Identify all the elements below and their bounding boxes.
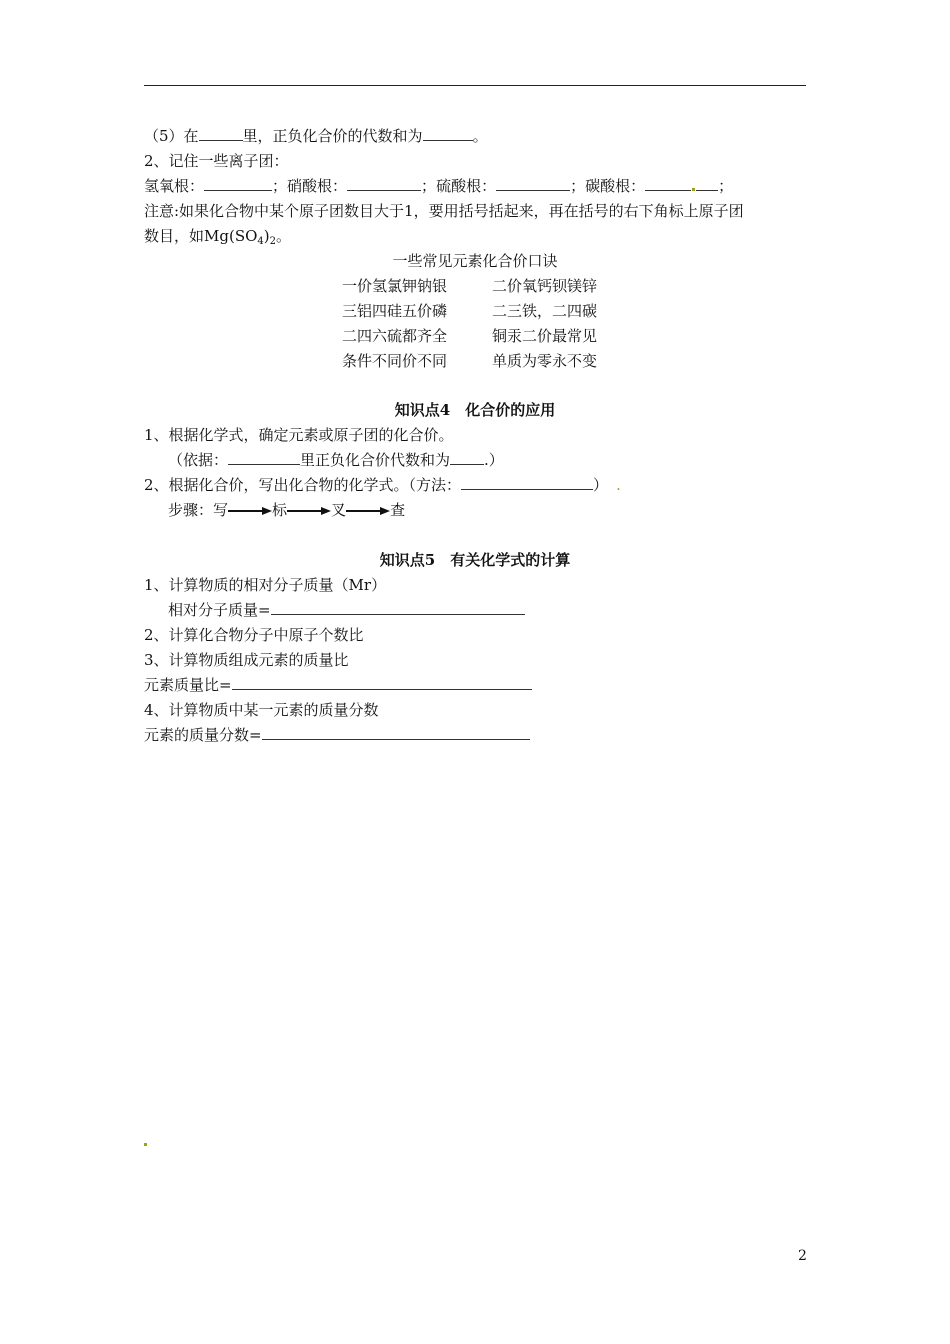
kp4-steps: 步骤：写 标 叉 查: [168, 501, 406, 519]
blank-field[interactable]: [199, 126, 243, 141]
ion-label: 硝酸根：: [287, 177, 348, 195]
item2-title: 2、记住一些离子团：: [144, 152, 289, 170]
ion-label: 氢氧根：: [144, 177, 205, 195]
note-line-1: 注意:如果化合物中某个原子团数目大于1，要用括号括起来，再在括号的右下角标上原子团: [144, 202, 744, 220]
kp5-item2: 2、计算化合物分子中原子个数比: [144, 626, 364, 644]
blank-field[interactable]: [204, 176, 272, 191]
ions-line: 氢氧根： ；硝酸根： ；硫酸根： ；碳酸根： ；: [144, 177, 734, 195]
note-line-2: 数目，如$Mg(SO_4)_2$。: [144, 227, 292, 247]
blank-field[interactable]: [423, 126, 473, 141]
page-number: 2: [798, 1248, 807, 1264]
rhyme-left-2: 三铝四硅五价磷: [342, 302, 448, 320]
blank-field[interactable]: [262, 725, 530, 740]
blank-field[interactable]: [347, 176, 421, 191]
rhyme-left-3: 二四六硫都齐全: [342, 327, 448, 345]
arrow-icon: [287, 507, 331, 515]
ion-label: 碳酸根：: [585, 177, 646, 195]
kp5-item3: 3、计算物质组成元素的质量比: [144, 651, 349, 669]
kp5-heading: 知识点5 有关化学式的计算: [379, 551, 571, 569]
step-cross: 叉: [331, 501, 347, 519]
kp5-ratio-line: 元素质量比=: [144, 675, 532, 695]
kp5-item4: 4、计算物质中某一元素的质量分数: [144, 701, 379, 719]
step-write: 写: [213, 501, 229, 519]
rhyme-title: 一些常见元素化合价口诀: [392, 252, 558, 270]
blank-field[interactable]: [232, 675, 532, 690]
rhyme-right-2: 二三铁，二四碳: [492, 302, 598, 320]
ion-label: 硫酸根：: [436, 177, 497, 195]
kp4-heading: 知识点4 化合价的应用: [394, 401, 556, 419]
kp4-basis-line: （依据： 里正负化合价代数和为 .）: [168, 451, 504, 469]
step-check: 查: [390, 501, 406, 519]
kp4-item2: 2、根据化合价，写出化合物的化学式。（方法： ） .: [144, 476, 621, 494]
blank-field[interactable]: [645, 176, 691, 191]
mark-dot: [144, 1143, 147, 1146]
rhyme-left-1: 一价氢氯钾钠银: [342, 277, 448, 295]
blank-field[interactable]: [696, 176, 718, 191]
rhyme-right-4: 单质为零永不变: [492, 352, 598, 370]
header-rule: [144, 85, 806, 86]
rhyme-right-3: 铜汞二价最常见: [492, 327, 598, 345]
mark-dot: [692, 188, 695, 191]
rhyme-left-4: 条件不同价不同: [342, 352, 448, 370]
item5-line: （5）在 里，正负化合价的代数和为 。: [144, 127, 488, 145]
kp5-mr-line: 相对分子质量=: [168, 600, 525, 620]
step-mark: 标: [272, 501, 288, 519]
rhyme-right-1: 二价氧钙钡镁锌: [492, 277, 598, 295]
kp5-item1: 1、计算物质的相对分子质量（Mr）: [144, 576, 387, 594]
blank-field[interactable]: [496, 176, 570, 191]
arrow-icon: [346, 507, 390, 515]
arrow-icon: [228, 507, 272, 515]
blank-field[interactable]: [461, 475, 593, 490]
blank-field[interactable]: [450, 450, 484, 465]
blank-field[interactable]: [228, 450, 300, 465]
kp4-item1: 1、根据化学式，确定元素或原子团的化合价。: [144, 426, 454, 444]
blank-field[interactable]: [271, 600, 525, 615]
kp5-fraction-line: 元素的质量分数=: [144, 725, 530, 745]
